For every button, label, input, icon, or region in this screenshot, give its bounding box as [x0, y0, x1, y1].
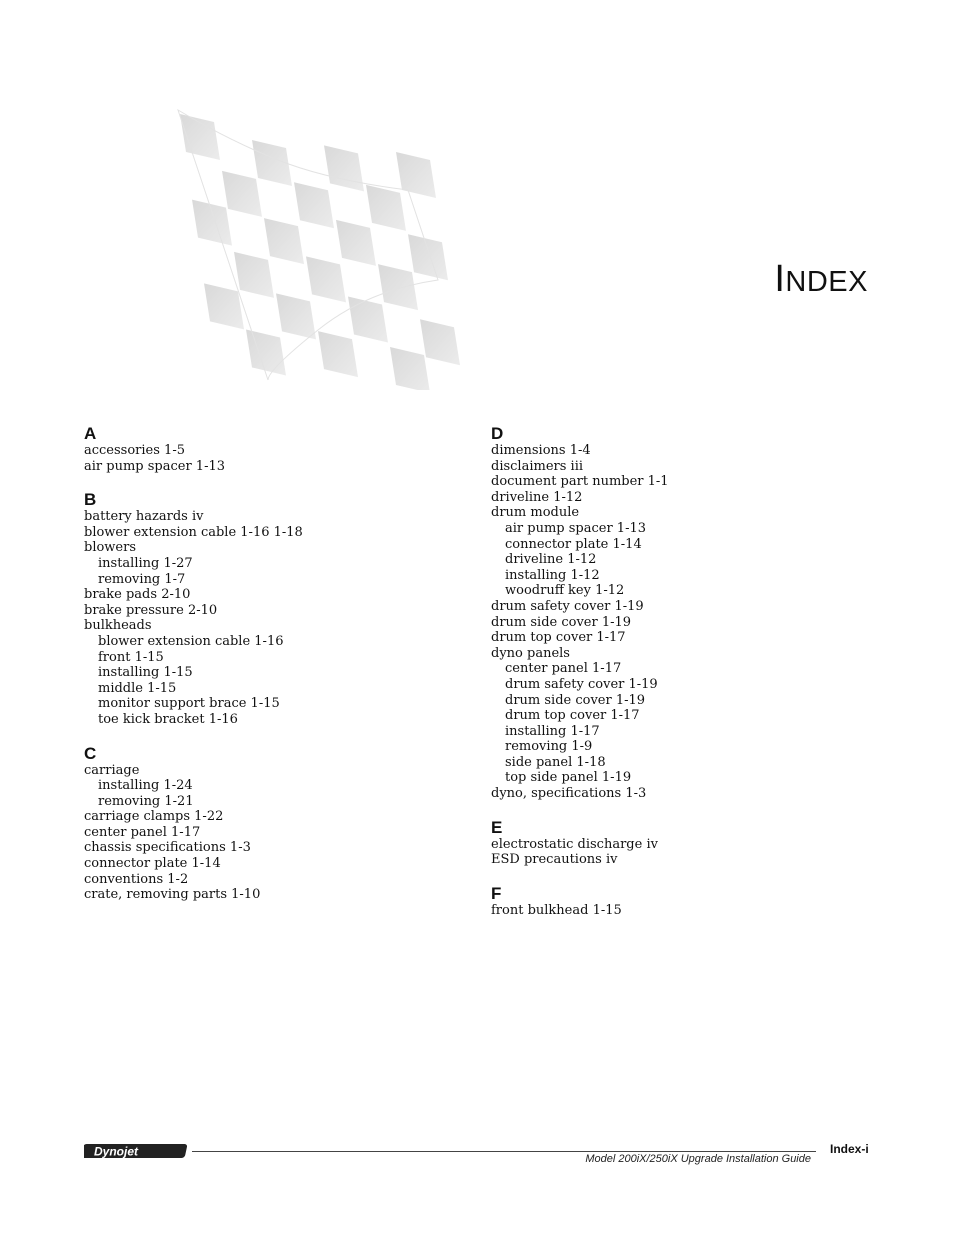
index-entry: carriage — [84, 762, 140, 778]
index-entry: document part number 1-1 — [491, 474, 669, 490]
flag-square — [234, 252, 274, 298]
index-subentry: drum safety cover 1-19 — [505, 676, 658, 692]
index-entry: blowers — [84, 540, 137, 556]
flag-square — [348, 296, 388, 342]
section-letter: A — [84, 424, 97, 443]
index-entry: dimensions 1-4 — [491, 443, 591, 458]
index-entry: connector plate 1-14 — [84, 856, 221, 872]
index-entry: drum safety cover 1-19 — [491, 598, 644, 614]
index-section-d — [491, 424, 851, 802]
page-title — [774, 258, 868, 301]
section-letter: B — [84, 490, 97, 510]
index-entry: disclaimers iii — [491, 458, 584, 474]
flag-square — [264, 218, 304, 264]
index-subentry: installing 1-15 — [98, 665, 193, 681]
index-entry: driveline 1-12 — [491, 489, 583, 505]
checkered-flag-image — [168, 100, 468, 390]
index-entry: drum module — [491, 505, 580, 521]
index-entry: electrostatic discharge iv — [491, 836, 658, 852]
flag-square — [390, 347, 430, 390]
index-subentry: driveline 1-12 — [505, 552, 597, 568]
flag-square — [276, 293, 316, 339]
flag-square — [192, 200, 232, 246]
index-entry: blower extension cable 1-16 1-18 — [84, 524, 303, 540]
flag-square — [420, 319, 460, 365]
index-entry: air pump spacer 1-13 — [84, 458, 226, 474]
flag-square — [294, 182, 334, 228]
index-entry: dyno panels — [491, 645, 570, 661]
index-subentry: front 1-15 — [98, 649, 164, 665]
section-letter: F — [491, 883, 502, 903]
index-entry: center panel 1-17 — [84, 824, 201, 840]
index-section-f — [491, 884, 851, 919]
index-subentry: monitor support brace 1-15 — [98, 696, 280, 712]
flag-square — [336, 220, 376, 266]
section-letter: C — [84, 743, 97, 763]
index-subentry: air pump spacer 1-13 — [505, 520, 647, 536]
index-entry: drum top cover 1-17 — [491, 630, 626, 646]
flag-square — [324, 145, 364, 191]
index-entry: ESD precautions iv — [491, 852, 618, 868]
section-letter: D — [491, 424, 504, 443]
index-subentry: connector plate 1-14 — [505, 536, 642, 552]
index-subentry: installing 1-24 — [98, 778, 193, 794]
index-subentry: drum top cover 1-17 — [505, 708, 640, 724]
index-entry: accessories 1-5 — [84, 443, 185, 458]
index-section-e — [491, 818, 851, 868]
index-subentry: woodruff key 1-12 — [505, 583, 625, 599]
index-subentry: side panel 1-18 — [505, 754, 606, 770]
index-section-b — [84, 490, 444, 727]
flag-square — [396, 152, 436, 198]
title-rest: NDEX — [785, 266, 868, 298]
flag-square — [306, 256, 346, 302]
index-entry: chassis specifications 1-3 — [84, 840, 251, 856]
index-subentry: center panel 1-17 — [505, 661, 622, 677]
index-section-a — [84, 424, 444, 474]
index-entry: brake pressure 2-10 — [84, 602, 218, 618]
index-entry: brake pads 2-10 — [84, 587, 191, 603]
index-subentry: middle 1-15 — [98, 680, 177, 696]
title-initial: I — [774, 258, 786, 300]
section-letter: E — [491, 817, 503, 837]
index-section-c — [84, 744, 444, 903]
flag-square — [408, 234, 448, 280]
index-entry: front bulkhead 1-15 — [491, 902, 622, 918]
flag-square — [318, 331, 358, 377]
index-entry: crate, removing parts 1-10 — [84, 887, 261, 903]
index-subentry: removing 1-21 — [98, 793, 194, 809]
index-subentry: installing 1-17 — [505, 723, 600, 739]
index-subentry: installing 1-27 — [98, 555, 193, 571]
index-entry: drum side cover 1-19 — [491, 614, 632, 630]
index-subentry: installing 1-12 — [505, 567, 600, 583]
index-subentry: blower extension cable 1-16 — [98, 633, 284, 649]
index-subentry: drum side cover 1-19 — [505, 692, 646, 708]
index-subentry: removing 1-7 — [98, 571, 186, 587]
index-entry: conventions 1-2 — [84, 871, 189, 887]
dynojet-logo — [84, 1142, 190, 1160]
flag-square — [180, 114, 220, 160]
flag-square — [246, 329, 286, 375]
index-entry: bulkheads — [84, 618, 152, 634]
flag-square — [222, 171, 262, 217]
index-column-left — [84, 424, 444, 919]
index-column-right — [491, 424, 851, 934]
footer-rule — [192, 1151, 816, 1152]
logo-text: Dynojet — [94, 1144, 139, 1159]
index-entry: battery hazards iv — [84, 509, 204, 525]
index-subentry: removing 1-9 — [505, 739, 593, 755]
guide-title: Model 200iX/250iX Upgrade Installation Guide — [585, 1153, 811, 1165]
flag-square — [366, 185, 406, 231]
index-entry: dyno, specifications 1-3 — [491, 786, 647, 802]
index-entry: carriage clamps 1-22 — [84, 809, 224, 825]
index-subentry: top side panel 1-19 — [505, 770, 632, 786]
page-number: Index-i — [830, 1142, 869, 1156]
index-subentry: toe kick bracket 1-16 — [98, 711, 238, 727]
flag-square — [378, 264, 418, 310]
